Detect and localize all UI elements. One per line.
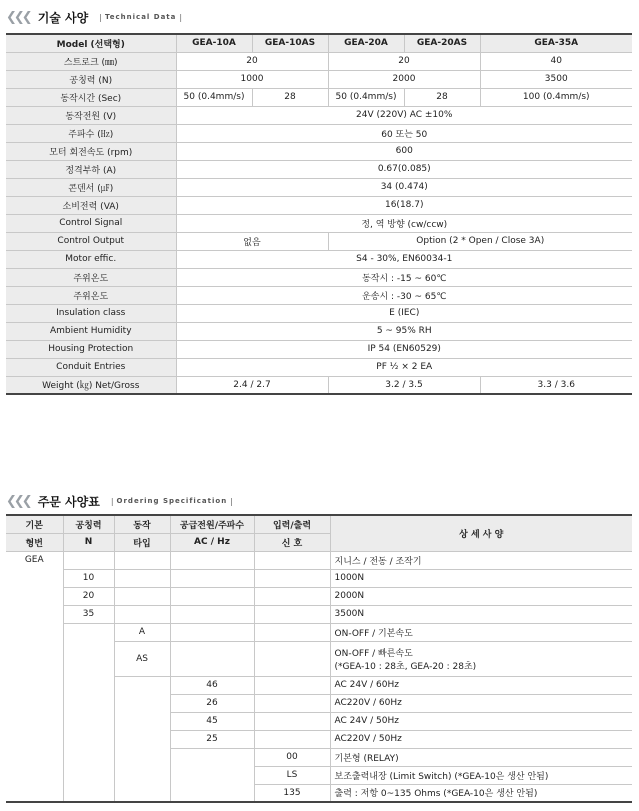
cell-detail: AC 24V / 50Hz (330, 712, 632, 730)
table-row (6, 214, 632, 232)
table-row (6, 286, 632, 304)
table-row (6, 551, 632, 569)
cell-detail: ON-OFF / 기본속도 (330, 623, 632, 641)
table-row (6, 106, 632, 124)
cell-value: 동작시 : -15 ~ 60℃ (176, 268, 632, 286)
header-gea-10a: GEA-10A (176, 34, 252, 52)
cell-value: 정, 역 방향 (cw/ccw) (176, 214, 632, 232)
cell-force: 10 (63, 569, 114, 587)
table-row (6, 52, 632, 70)
table-header-row (6, 34, 632, 52)
cell-signal: 00 (254, 748, 330, 766)
header-force: 공칭력 (63, 515, 114, 533)
header-signal: 신 호 (254, 533, 330, 551)
table-row (6, 142, 632, 160)
cell-value: 3.2 / 3.5 (328, 376, 480, 394)
header-gea-20as: GEA-20AS (404, 34, 480, 52)
cell-supply: 25 (170, 730, 254, 748)
cell-value: 2.4 / 2.7 (176, 376, 328, 394)
header-base: 기본 (6, 515, 63, 533)
cell-value: 16(18.7) (176, 196, 632, 214)
cell-signal: LS (254, 766, 330, 784)
table-row (6, 340, 632, 358)
cell-signal: 135 (254, 784, 330, 802)
table-row (6, 605, 632, 623)
cell-value: PF ½ × 2 EA (176, 358, 632, 376)
table-row (6, 268, 632, 286)
cell-detail: 보조출력내장 (Limit Switch) (*GEA-10은 생산 안됨) (330, 766, 632, 784)
cell-value: S4 - 30%, EN60034-1 (176, 250, 632, 268)
table-row (6, 232, 632, 250)
cell-value: 20 (328, 52, 480, 70)
row-label: 정격부하 (A) (6, 160, 176, 178)
row-label: Housing Protection (6, 340, 176, 358)
table-row (6, 250, 632, 268)
cell-value: 60 또는 50 (176, 124, 632, 142)
order-section-header: ❮❮❮ 주문 사양표 | Ordering Specification | (6, 493, 233, 509)
cell-detail: 2000N (330, 587, 632, 605)
cell-value: Option (2 * Open / Close 3A) (328, 232, 632, 250)
header-gea-10as: GEA-10AS (252, 34, 328, 52)
cell-detail: 3500N (330, 605, 632, 623)
row-label: 주파수 (㎐) (6, 124, 176, 142)
row-label: Ambient Humidity (6, 322, 176, 340)
detail-line: ON-OFF / 빠른속도 (334, 648, 413, 659)
cell-type: AS (114, 641, 170, 676)
cell-model: GEA (6, 551, 63, 802)
row-label: 스트로크 (㎜) (6, 52, 176, 70)
table-row (6, 88, 632, 106)
tech-title: 기술 사양 (37, 10, 89, 25)
table-row (6, 358, 632, 376)
header-model: Model (선택형) (6, 34, 176, 52)
cell-value: 3.3 / 3.6 (480, 376, 632, 394)
row-label: 소비전력 (VA) (6, 196, 176, 214)
row-label: Weight (㎏) Net/Gross (6, 376, 176, 394)
tech-subtitle: Technical Data (104, 13, 177, 21)
chevron-left-icon: ❮❮❮ (6, 493, 30, 509)
cell-value: 5 ~ 95% RH (176, 322, 632, 340)
cell-force: 20 (63, 587, 114, 605)
cell-supply: 46 (170, 676, 254, 694)
ordering-specification-table (6, 514, 632, 803)
cell-value: 34 (0.474) (176, 178, 632, 196)
row-label: 주위온도 (6, 286, 176, 304)
header-supply: 공급전원/주파수 (170, 515, 254, 533)
cell-detail: AC220V / 60Hz (330, 694, 632, 712)
table-row (6, 70, 632, 88)
row-label: 동작시간 (Sec) (6, 88, 176, 106)
cell-value: 2000 (328, 70, 480, 88)
cell-detail: 출력 : 저항 0~135 Ohms (*GEA-10은 생산 안됨) (330, 784, 632, 802)
cell-detail (330, 641, 632, 676)
cell-detail: AC220V / 50Hz (330, 730, 632, 748)
cell-value: E (IEC) (176, 304, 632, 322)
row-label: Conduit Entries (6, 358, 176, 376)
row-label: Control Output (6, 232, 176, 250)
table-row (6, 196, 632, 214)
cell-value: 운송시 : -30 ~ 65℃ (176, 286, 632, 304)
row-label: 콘덴서 (㎌) (6, 178, 176, 196)
table-row (6, 160, 632, 178)
cell-supply: 26 (170, 694, 254, 712)
header-detail: 상 세 사 양 (330, 515, 632, 551)
cell-value: 24V (220V) AC ±10% (176, 106, 632, 124)
technical-data-table (6, 33, 632, 395)
cell-value: 50 (0.4mm/s) (328, 88, 404, 106)
table-row (6, 376, 632, 394)
row-label: Motor effic. (6, 250, 176, 268)
cell-detail: 지니스 / 전동 / 조작기 (330, 551, 632, 569)
cell-detail: AC 24V / 60Hz (330, 676, 632, 694)
row-label: 동작전원 (V) (6, 106, 176, 124)
header-io: 입력/출력 (254, 515, 330, 533)
cell-value: IP 54 (EN60529) (176, 340, 632, 358)
table-row (6, 322, 632, 340)
header-gea-20a: GEA-20A (328, 34, 404, 52)
cell-supply: 45 (170, 712, 254, 730)
header-gea-35a: GEA-35A (480, 34, 632, 52)
header-type: 타입 (114, 533, 170, 551)
cell-detail: 기본형 (RELAY) (330, 748, 632, 766)
cell-value: 100 (0.4mm/s) (480, 88, 632, 106)
table-header-row (6, 515, 632, 533)
cell-type: A (114, 623, 170, 641)
table-row (6, 124, 632, 142)
cell-value: 50 (0.4mm/s) (176, 88, 252, 106)
row-label: 주위온도 (6, 268, 176, 286)
cell-value: 28 (404, 88, 480, 106)
cell-value: 1000 (176, 70, 328, 88)
cell-value: 없음 (176, 232, 328, 250)
chevron-left-icon: ❮❮❮ (6, 9, 30, 25)
table-row (6, 569, 632, 587)
table-row (6, 587, 632, 605)
cell-value: 600 (176, 142, 632, 160)
order-subtitle: Ordering Specification (116, 497, 228, 505)
cell-value: 0.67(0.085) (176, 160, 632, 178)
cell-value: 28 (252, 88, 328, 106)
header-action: 동작 (114, 515, 170, 533)
table-row (6, 178, 632, 196)
cell-value: 20 (176, 52, 328, 70)
table-row (6, 623, 632, 641)
tech-section-header: ❮❮❮ 기술 사양 | Technical Data | (6, 9, 183, 25)
cell-detail: 1000N (330, 569, 632, 587)
header-ac-hz: AC / Hz (170, 533, 254, 551)
cell-value: 3500 (480, 70, 632, 88)
cell-force: 35 (63, 605, 114, 623)
row-label: Control Signal (6, 214, 176, 232)
detail-note: (*GEA-10 : 28초, GEA-20 : 28초) (334, 661, 477, 672)
row-label: Insulation class (6, 304, 176, 322)
table-row (6, 304, 632, 322)
cell-value: 40 (480, 52, 632, 70)
row-label: 공칭력 (N) (6, 70, 176, 88)
header-model-no: 형번 (6, 533, 63, 551)
order-title: 주문 사양표 (37, 494, 100, 509)
header-n: N (63, 533, 114, 551)
row-label: 모터 회전속도 (rpm) (6, 142, 176, 160)
